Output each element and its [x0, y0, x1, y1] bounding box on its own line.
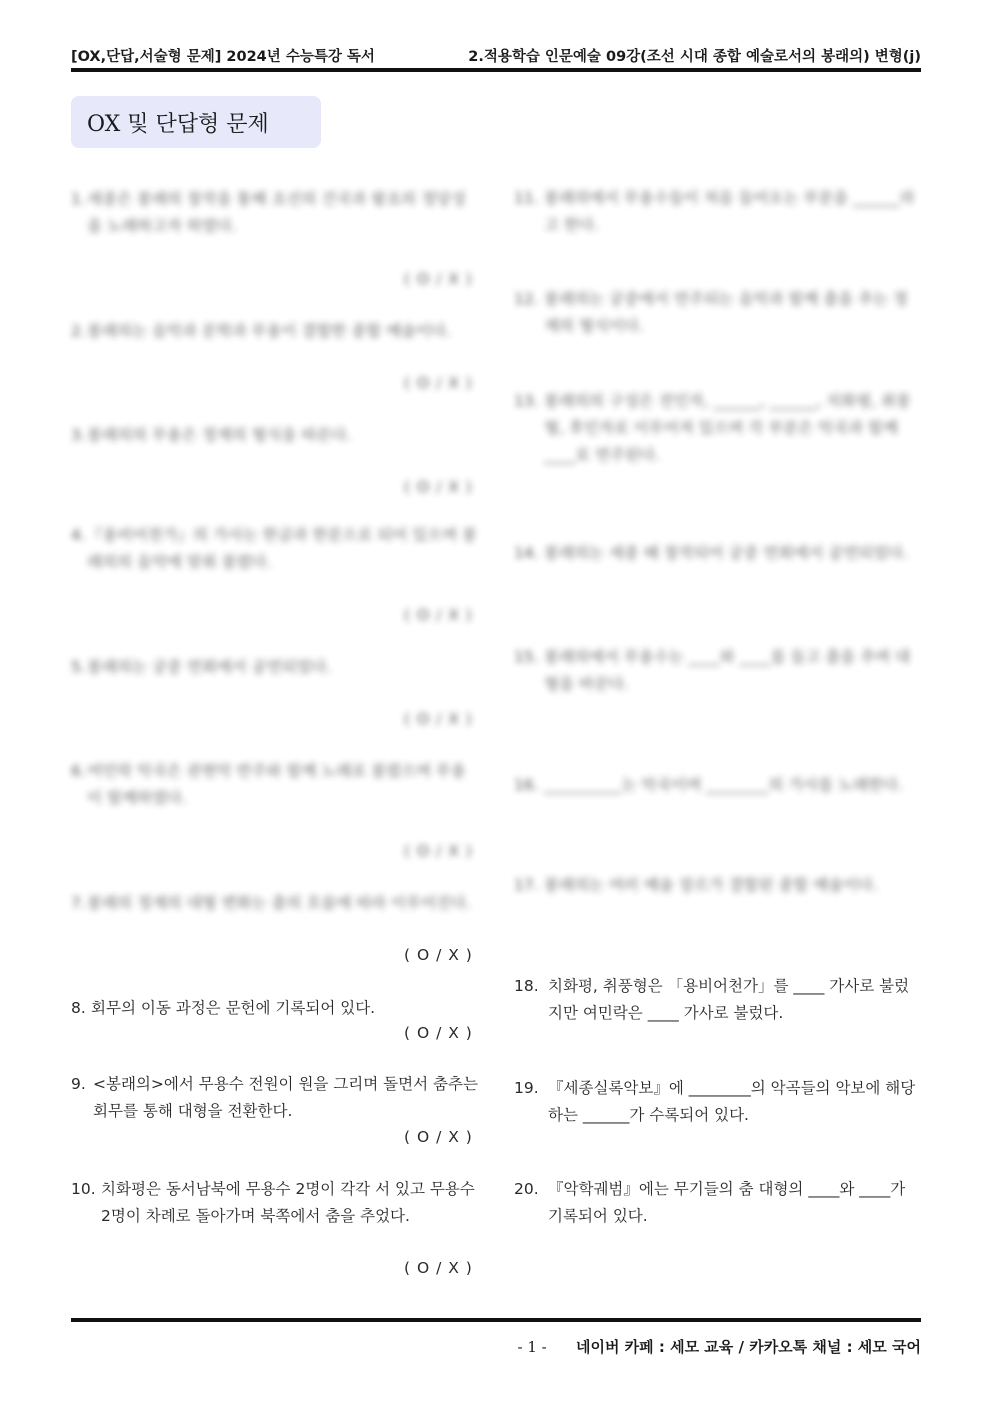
question-text: 봉래의는 궁중에서 연주되는 음악과 함께 춤을 추는 정재의 형식이다.: [544, 290, 908, 335]
footer-text: 네이버 카페 : 세모 교육 / 카카오톡 채널 : 세모 국어: [575, 1338, 921, 1356]
page-footer: [470, 1336, 921, 1357]
question-text: 치화평은 동서남북에 무용수 2명이 각각 서 있고 무용수 2명이 차례로 돌아가며 북쪽에서 춤을 추었다.: [101, 1180, 475, 1225]
question-text: 봉래의는 여러 예술 장르가 결합된 종합 예술이다.: [544, 876, 878, 894]
page-header: [71, 40, 921, 66]
question-14: 14. 봉래의는 세종 때 창작되어 궁중 연회에서 공연되었다.: [514, 540, 922, 567]
question-text: 봉래의는 세종 때 창작되어 궁중 연회에서 공연되었다.: [544, 544, 908, 562]
ox-choice-8[interactable]: ( O / X ): [404, 1024, 473, 1042]
question-text: __________는 악곡이며 ________의 가사를 노래한다.: [544, 776, 903, 794]
question-8: 8. 회무의 이동 과정은 문헌에 기록되어 있다.: [71, 995, 479, 1022]
footer-rule: [71, 1318, 921, 1322]
header-rule: [71, 68, 921, 72]
question-text: 회무의 이동 과정은 문헌에 기록되어 있다.: [91, 999, 376, 1017]
question-text: 여민락 악곡은 관현악 반주와 함께 노래로 불렸으며 무용이 함께하였다.: [87, 762, 466, 807]
question-2: 2. 봉래의는 음악과 문학과 무용이 결합한 종합 예술이다.: [71, 318, 479, 345]
question-text: 봉래의에서 무용수는 ____와 ____를 들고 춤을 추며 대형을 바꾼다.: [544, 648, 911, 693]
question-3: 3. 봉래의의 무용은 정재의 형식을 따른다.: [71, 422, 479, 449]
question-text: 봉래의의 구성은 전인자, ______, ______, 치화평, 취풍형, 후인자로 이루어져 있으며 각 부분은 악곡과 함께 ____로 연주된다.: [544, 392, 911, 464]
question-9: 9. <봉래의>에서 무용수 전원이 원을 그리며 돌면서 춤추는 회무를 통해 대형을 전환한다.: [71, 1071, 479, 1125]
question-text: 『악학궤범』에는 무기들의 춤 대형의 ____와 ____가 기록되어 있다.: [548, 1180, 906, 1225]
question-text: 『세종실록악보』에 ________의 악곡들의 악보에 해당하는 ______가 수록되어 있다.: [548, 1079, 916, 1124]
section-title: OX 및 단답형 문제: [87, 111, 269, 137]
question-13: 13. 봉래의의 구성은 전인자, ______, ______, 치화평, 취풍형, 후인자로 이루어져 있으며 각 부분은 악곡과 함께 ____로 연주된다.: [514, 388, 922, 469]
ox-choice-9[interactable]: ( O / X ): [404, 1128, 473, 1146]
question-1: 1. 세종은 봉래의 창작을 통해 조선의 건국과 왕조의 정당성을 노래하고자 하였다.: [71, 186, 479, 240]
question-19: 19. 『세종실록악보』에 ________의 악곡들의 악보에 해당하는 ______가 수록되어 있다.: [514, 1075, 922, 1129]
question-4: 4. 『용비어천가』의 가사는 한글과 한문으로 되어 있으며 봉래의의 음악에 맞춰 불렸다.: [71, 522, 479, 576]
question-text: 봉래의의 무용은 정재의 형식을 따른다.: [87, 426, 352, 444]
question-11: 11. 봉래의에서 무용수들이 처음 들어오는 부분을 ______라고 한다.: [514, 185, 922, 239]
ox-choice-4[interactable]: ( O / X ): [404, 606, 473, 624]
ox-choice-1[interactable]: ( O / X ): [404, 270, 473, 288]
page-number: - 1 -: [517, 1338, 547, 1356]
section-title-box: [71, 96, 321, 148]
question-5: 5. 봉래의는 궁중 연회에서 공연되었다.: [71, 654, 479, 681]
question-text: 세종은 봉래의 창작을 통해 조선의 건국과 왕조의 정당성을 노래하고자 하였다.: [87, 190, 466, 235]
question-20: 20. 『악학궤범』에는 무기들의 춤 대형의 ____와 ____가 기록되어 있다.: [514, 1176, 922, 1230]
question-text: 봉래의에서 무용수들이 처음 들어오는 부분을 ______라고 한다.: [544, 189, 915, 234]
question-text: 봉래의는 궁중 연회에서 공연되었다.: [87, 658, 332, 676]
question-10: 10. 치화평은 동서남북에 무용수 2명이 각각 서 있고 무용수 2명이 차례로 돌아가며 북쪽에서 춤을 추었다.: [71, 1176, 479, 1230]
header-right-title: 2.적용학습 인문예술 09강(조선 시대 종합 예술로서의 봉래의) 변형(j): [468, 49, 921, 65]
question-7: 7. 봉래의 정재의 대형 변화는 춤의 흐름에 따라 이루어진다.: [71, 890, 479, 917]
question-15: 15. 봉래의에서 무용수는 ____와 ____를 들고 춤을 추며 대형을 바꾼다.: [514, 644, 922, 698]
question-17: 17. 봉래의는 여러 예술 장르가 결합된 종합 예술이다.: [514, 872, 922, 899]
ox-choice-2[interactable]: ( O / X ): [404, 374, 473, 392]
ox-choice-6[interactable]: ( O / X ): [404, 842, 473, 860]
question-text: 치화평, 취풍형은 「용비어천가」를 ____ 가사로 불렀지만 여민락은 ____ 가사로 불렀다.: [548, 977, 910, 1022]
question-text: 봉래의 정재의 대형 변화는 춤의 흐름에 따라 이루어진다.: [87, 894, 471, 912]
ox-choice-5[interactable]: ( O / X ): [404, 710, 473, 728]
question-18: 18. 치화평, 취풍형은 「용비어천가」를 ____ 가사로 불렀지만 여민락은 ____ 가사로 불렀다.: [514, 973, 922, 1027]
ox-choice-7[interactable]: ( O / X ): [404, 946, 473, 964]
question-text: <봉래의>에서 무용수 전원이 원을 그리며 돌면서 춤추는 회무를 통해 대형을 전환한다.: [93, 1075, 478, 1120]
question-6: 6. 여민락 악곡은 관현악 반주와 함께 노래로 불렸으며 무용이 함께하였다.: [71, 758, 479, 812]
question-16: 16. __________는 악곡이며 ________의 가사를 노래한다.: [514, 772, 922, 799]
ox-choice-3[interactable]: ( O / X ): [404, 478, 473, 496]
question-text: 『용비어천가』의 가사는 한글과 한문으로 되어 있으며 봉래의의 음악에 맞춰 불렸다.: [87, 526, 477, 571]
ox-choice-10[interactable]: ( O / X ): [404, 1259, 473, 1277]
question-12: 12. 봉래의는 궁중에서 연주되는 음악과 함께 춤을 추는 정재의 형식이다.: [514, 286, 922, 340]
question-text: 봉래의는 음악과 문학과 무용이 결합한 종합 예술이다.: [87, 322, 451, 340]
header-left-title: [OX,단답,서술형 문제] 2024년 수능특강 독서: [71, 49, 375, 65]
